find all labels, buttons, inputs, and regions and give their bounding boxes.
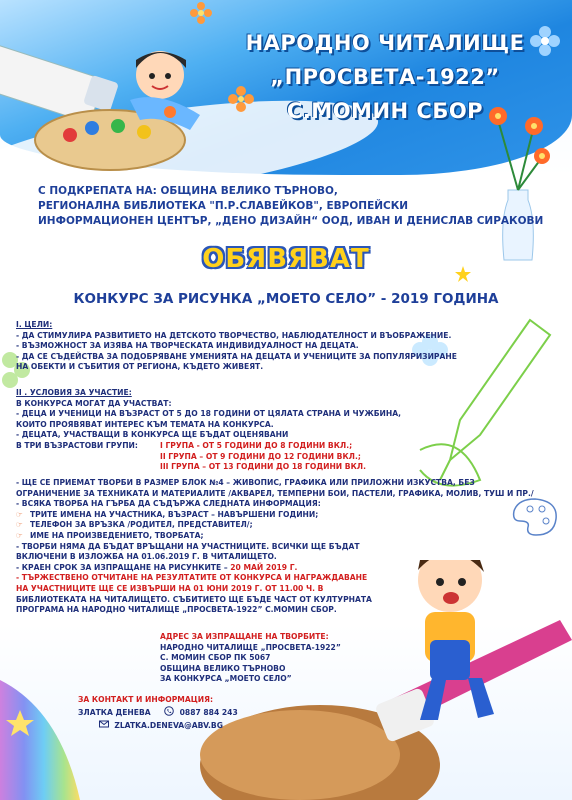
ceremony-line-3: БИБЛИОТЕКАТА НА ЧИТАЛИЩЕТО. СЪБИТИЕТО ЩЕ БЪДЕ ЧАСТ ОТ КУЛТУРНАТА xyxy=(16,594,372,604)
goals-line-4: НА ОБЕКТИ И СЪБИТИЯ ОТ РЕГИОНА, КЪДЕТО ЖИВЕЯТ. xyxy=(16,362,264,372)
rules-line-2: ОГРАНИЧЕНИЕ ЗА ТЕХНИКАТА И МАТЕРИАЛИТЕ /АКВАРЕЛ, ТЕМПЕРНИ БОИ, ПАСТЕЛИ, ГРАФИКА, МОЛИВ, ТУШ И ПР./ xyxy=(16,488,534,498)
envelope-icon xyxy=(99,719,109,729)
announce-heading: ОБЯВЯВАТ xyxy=(202,244,370,274)
contact-name: ЗЛАТКА ДЕНЕВА xyxy=(78,708,151,717)
contact-email-row xyxy=(78,719,238,732)
goals-section xyxy=(16,320,536,373)
age-group-2: II ГРУПА – ОТ 9 ГОДИНИ ДО 12 ГОДИНИ ВКЛ.; xyxy=(160,451,361,461)
contact-email[interactable]: ZLATKA.DENEVA@ABV.BG xyxy=(114,721,223,730)
hand-pointer-icon: ☞ xyxy=(16,530,23,540)
address-line-3: ОБЩИНА ВЕЛИКО ТЪРНОВО xyxy=(160,663,286,673)
age-groups xyxy=(160,441,366,473)
conditions-line-1: В КОНКУРСА МОГАТ ДА УЧАСТВАТ: xyxy=(16,398,172,408)
contact-name-phone xyxy=(78,706,238,719)
conditions-line-3: КОИТО ПРОЯВЯВАТ ИНТЕРЕС КЪМ ТЕМАТА НА КОНКУРСА. xyxy=(16,419,274,429)
hand-pointer-icon: ☞ xyxy=(16,520,23,530)
address-line-4: ЗА КОНКУРСА „МОЕТО СЕЛО” xyxy=(160,674,292,684)
conditions-heading: II . УСЛОВИЯ ЗА УЧАСТИЕ: xyxy=(16,388,132,397)
sponsor-line-1: С ПОДКРЕПАТА НА: ОБЩИНА ВЕЛИКО ТЪРНОВО, xyxy=(38,185,338,197)
ceremony-line-1: - ТЪРЖЕСТВЕНО ОТЧИТАНЕ НА РЕЗУЛТАТИТЕ ОТ КОНКУРСА И НАГРАЖДАВАНЕ xyxy=(16,573,368,583)
deadline-line: - КРАЕН СРОК ЗА ИЗПРАЩАНЕ НА РИСУНКИТЕ – 20 МАЙ 2019 Г. xyxy=(16,562,298,572)
goals-heading: I. ЦЕЛИ: xyxy=(16,320,53,329)
address-heading: АДРЕС ЗА ИЗПРАЩАНЕ НА ТВОРБИТЕ: xyxy=(160,632,329,641)
conditions-line-5: В ТРИ ВЪЗРАСТОВИ ГРУПИ: xyxy=(16,440,138,450)
vase-with-flowers-illustration xyxy=(478,90,558,270)
ceremony-line-4: ПРОГРАМА НА НАРОДНО ЧИТАЛИЩЕ „ПРОСВЕТА-1922” С.МОМИН СБОР. xyxy=(16,605,337,615)
contact-heading: ЗА КОНТАКТ И ИНФОРМАЦИЯ: xyxy=(78,695,214,704)
info-item-3: ☞ ИМЕ НА ПРОИЗВЕДЕНИЕТО, ТВОРБАТА; xyxy=(16,530,204,540)
age-group-1: I ГРУПА - ОТ 5 ГОДИНИ ДО 8 ГОДИНИ ВКЛ.; xyxy=(160,441,353,450)
address-block xyxy=(160,632,341,685)
info-item-1: ☞ ТРИТЕ ИМЕНА НА УЧАСТНИКА, ВЪЗРАСТ – НАВЪРШЕНИ ГОДИНИ; xyxy=(16,509,319,519)
title-line-3: С.МОМИН СБОР xyxy=(286,99,484,123)
conditions-line-2: - ДЕЦА И УЧЕНИЦИ НА ВЪЗРАСТ ОТ 5 ДО 18 ГОДИНИ ОТ ЦЯЛАТА СТРАНА И ЧУЖБИНА, xyxy=(16,409,401,419)
flower-icon xyxy=(530,26,560,56)
flower-icon xyxy=(190,2,212,24)
address-line-2: С. МОМИН СБОР ПК 5067 xyxy=(160,653,271,663)
hand-pointer-icon: ☞ xyxy=(16,509,23,519)
phone-icon xyxy=(164,706,174,716)
rules-line-3: - ВСЯКА ТВОРБА НА ГЪРБА ДА СЪДЪРЖА СЛЕДНАТА ИНФОРМАЦИЯ: xyxy=(16,499,321,509)
goals-line-3: - ДА СЕ СЪДЕЙСТВА ЗА ПОДОБРЯВАНЕ УМЕНИЯТА НА ДЕЦАТА И УЧЕНИЦИТЕ ЗА ПОПУЛЯРИЗИРАНЕ xyxy=(16,351,457,361)
age-group-3: III ГРУПА – ОТ 13 ГОДИНИ ДО 18 ГОДИНИ ВКЛ. xyxy=(160,462,366,472)
title-line-1: НАРОДНО ЧИТАЛИЩЕ xyxy=(245,31,525,55)
contact-phone[interactable]: 0887 884 243 xyxy=(179,708,238,717)
sponsor-line-3: ИНФОРМАЦИОНЕН ЦЕНТЪР, „ДЕНО ДИЗАЙН“ ООД, ИВАН И ДЕНИСЛАВ СИРАКОВИ xyxy=(38,215,544,227)
title-line-2: „ПРОСВЕТА-1922” xyxy=(270,65,500,89)
contest-title: КОНКУРС ЗА РИСУНКА „МОЕТО СЕЛО” - 2019 ГОДИНА xyxy=(73,291,499,307)
goals-line-1: - ДА СТИМУЛИРА РАЗВИТИЕТО НА ДЕТСКОТО ТВОРЧЕСТВО, НАБЛЮДАТЕЛНОСТ И ВЪОБРАЖЕНИЕ. xyxy=(16,330,452,340)
goals-line-2: - ВЪЗМОЖНОСТ ЗА ИЗЯВА НА ТВОРЧЕСКАТА ИНДИВИДУАЛНОСТ НА ДЕЦАТА. xyxy=(16,341,359,351)
rules-line-1: - ЩЕ СЕ ПРИЕМАТ ТВОРБИ В РАЗМЕР БЛОК №4 – ЖИВОПИС, ГРАФИКА ИЛИ ПРИЛОЖНИ ИЗКУСТВА, БЕЗ xyxy=(16,478,475,487)
rules-line-5: ВКЛЮЧЕНИ В ИЗЛОЖБА НА 01.06.2019 Г. В ЧИТАЛИЩЕТО. xyxy=(16,552,277,562)
flower-icon xyxy=(228,86,254,112)
deadline-date: 20 МАЙ 2019 Г. xyxy=(230,562,298,572)
sponsor-block xyxy=(38,184,558,229)
sponsor-line-2: РЕГИОНАЛНА БИБЛИОТЕКА "П.Р.СЛАВЕЙКОВ", ЕВРОПЕЙСКИ xyxy=(38,200,409,212)
rules-line-4: - ТВОРБИ НЯМА ДА БЪДАТ ВРЪЩАНИ НА УЧАСТНИЦИТЕ. ВСИЧКИ ЩЕ БЪДАТ xyxy=(16,541,360,551)
conditions-line-4: - ДЕЦАТА, УЧАСТВАЩИ В КОНКУРСА ЩЕ БЪДАТ ОЦЕНЯВАНИ xyxy=(16,430,289,440)
info-item-2: ☞ ТЕЛЕФОН ЗА ВРЪЗКА /РОДИТЕЛ, ПРЕДСТАВИТЕЛ/; xyxy=(16,520,253,530)
contact-block xyxy=(78,694,238,732)
address-line-1: НАРОДНО ЧИТАЛИЩЕ „ПРОСВЕТА-1922” xyxy=(160,642,341,652)
ceremony-line-2: НА УЧАСТНИЦИТЕ ЩЕ СЕ ИЗВЪРШИ НА 01 ЮНИ 2019 Г. ОТ 11.00 Ч. В xyxy=(16,583,324,593)
artist-child-illustration xyxy=(0,20,215,180)
